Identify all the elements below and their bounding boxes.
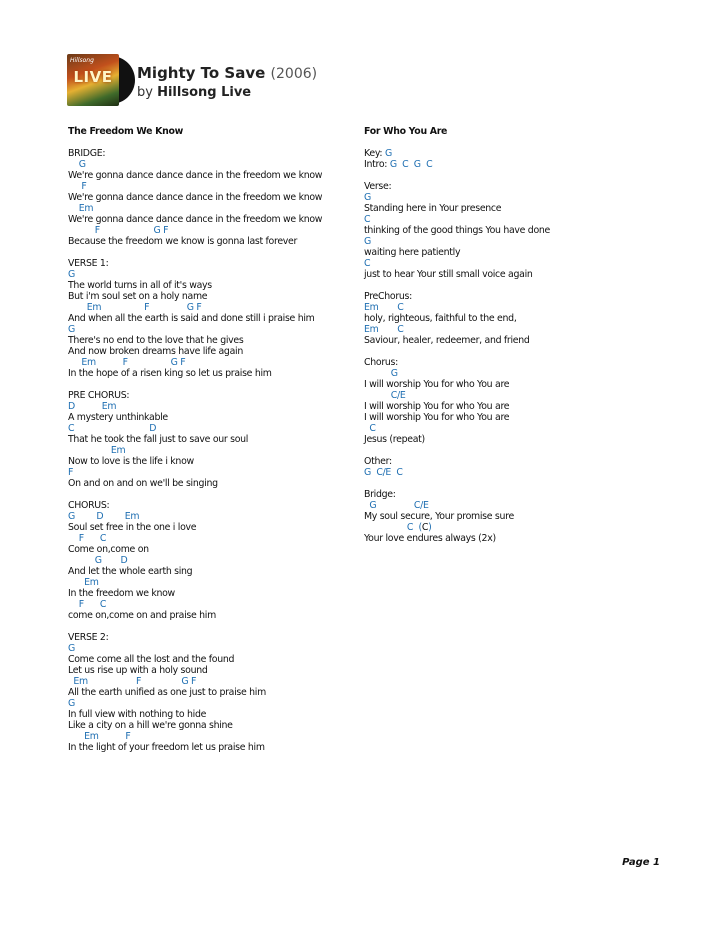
- right-lyrics: [364, 148, 664, 544]
- song-title: [137, 64, 317, 82]
- chord-line: D Em: [68, 401, 117, 412]
- chord-line: F: [68, 467, 74, 478]
- chord-line: F G F: [68, 225, 169, 236]
- chord-line: G: [68, 698, 75, 709]
- chord-line: Em F G F: [68, 302, 202, 313]
- chord-line: Em C: [364, 324, 404, 335]
- chord-line: G: [364, 236, 371, 247]
- lyric-line: CHORUS:: [68, 500, 110, 511]
- lyric-line: All the earth unified as one just to praise him: [68, 687, 266, 698]
- lyric-line: Your love endures always (2x): [364, 533, 496, 544]
- album-brand: Hillsong: [70, 57, 94, 64]
- lyric-line: [364, 522, 664, 533]
- section-gap: [68, 379, 353, 390]
- chord-line: G: [68, 643, 75, 654]
- section-gap: [68, 247, 353, 258]
- lyric-line: Saviour, healer, redeemer, and friend: [364, 335, 530, 346]
- lyric-line: In the light of your freedom let us praise him: [68, 742, 265, 753]
- album-cover: [67, 54, 119, 106]
- chord-line: Em: [68, 445, 126, 456]
- chord-line: Em: [68, 577, 99, 588]
- lyric-line: I will worship You for who You are: [364, 412, 510, 423]
- chord-line: C: [364, 214, 371, 225]
- page-number: Page 1: [622, 857, 660, 868]
- lyric-text: Key:: [364, 148, 385, 159]
- chord-line: G: [364, 192, 371, 203]
- chord-line: Em: [68, 203, 94, 214]
- lyric-line: Now to love is the life i know: [68, 456, 194, 467]
- chord-line: G D Em: [68, 511, 140, 522]
- lyric-line: holy, righteous, faithful to the end,: [364, 313, 517, 324]
- chord-line: C D: [68, 423, 157, 434]
- lyric-line: Bridge:: [364, 489, 396, 500]
- section-gap: [364, 478, 664, 489]
- chord-line: G C/E: [364, 500, 429, 511]
- section-gap: [364, 445, 664, 456]
- song-artist-line: [137, 85, 251, 100]
- lyric-line: BRIDGE:: [68, 148, 106, 159]
- song-year: (2006): [270, 66, 318, 82]
- lyric-line: PRE CHORUS:: [68, 390, 130, 401]
- chord-text: C (: [364, 522, 422, 533]
- chord-line: F C: [68, 599, 107, 610]
- lyric-line: We're gonna dance dance dance in the freedom we know: [68, 214, 323, 225]
- chord-line: C: [364, 258, 371, 269]
- lyric-line: In the hope of a risen king so let us praise him: [68, 368, 272, 379]
- lyric-line: We're gonna dance dance dance in the freedom we know: [68, 192, 323, 203]
- chord-line: G D: [68, 555, 128, 566]
- lyric-line: But i'm soul set on a holy name: [68, 291, 208, 302]
- chord-line: F C: [68, 533, 107, 544]
- lyric-line: Come on,come on: [68, 544, 149, 555]
- chord-line: Em F: [68, 731, 131, 742]
- section-gap: [364, 280, 664, 291]
- lyric-line: I will worship You for who You are: [364, 401, 510, 412]
- lyric-line: thinking of the good things You have done: [364, 225, 551, 236]
- lyric-line: Let us rise up with a holy sound: [68, 665, 208, 676]
- right-song-title: For Who You Are: [364, 126, 448, 137]
- chord-line: G: [68, 159, 86, 170]
- chord-line: G: [68, 324, 75, 335]
- lyric-line: I will worship You for who You are: [364, 379, 510, 390]
- lyric-line: We're gonna dance dance dance in the freedom we know: [68, 170, 323, 181]
- song-title-text: Mighty To Save: [137, 64, 266, 82]
- left-song-title: The Freedom We Know: [68, 126, 183, 137]
- lyric-line: Verse:: [364, 181, 392, 192]
- album-cover-word: LIVE: [73, 68, 113, 86]
- section-gap: [364, 170, 664, 181]
- chord-text: ): [428, 522, 432, 533]
- section-gap: [68, 489, 353, 500]
- lyric-line: just to hear Your still small voice again: [364, 269, 533, 280]
- chord-line: G: [364, 368, 398, 379]
- section-gap: [364, 346, 664, 357]
- lyric-line: In full view with nothing to hide: [68, 709, 207, 720]
- chord-line: C/E: [364, 390, 406, 401]
- lyric-line: [364, 148, 664, 159]
- chord-line: G C/E C: [364, 467, 403, 478]
- chord-line: Em F G F: [68, 357, 186, 368]
- lyric-line: PreChorus:: [364, 291, 412, 302]
- left-column: [68, 126, 353, 753]
- lyric-line: Standing here in Your presence: [364, 203, 502, 214]
- lyric-line: On and on and on we'll be singing: [68, 478, 218, 489]
- lyric-line: Jesus (repeat): [364, 434, 425, 445]
- lyric-line: Soul set free in the one i love: [68, 522, 197, 533]
- left-lyrics: [68, 148, 353, 753]
- lyric-line: And now broken dreams have life again: [68, 346, 243, 357]
- lyric-text: C: [421, 522, 429, 533]
- lyric-text: Intro:: [364, 159, 390, 170]
- lyric-line: The world turns in all of it's ways: [68, 280, 212, 291]
- chord-text: G: [384, 148, 392, 159]
- lyric-line: [364, 159, 664, 170]
- lyric-line: Come come all the lost and the found: [68, 654, 235, 665]
- chord-line: Em C: [364, 302, 404, 313]
- chord-text: G C G C: [389, 159, 433, 170]
- lyric-line: My soul secure, Your promise sure: [364, 511, 514, 522]
- lyric-line: Chorus:: [364, 357, 398, 368]
- lyric-line: And when all the earth is said and done still i praise him: [68, 313, 315, 324]
- lyric-line: And let the whole earth sing: [68, 566, 193, 577]
- artist-name: Hillsong Live: [157, 85, 252, 100]
- section-gap: [68, 621, 353, 632]
- chord-line: Em F G F: [68, 676, 197, 687]
- lyric-line: Because the freedom we know is gonna last forever: [68, 236, 298, 247]
- by-prefix: by: [137, 85, 153, 100]
- lyric-line: VERSE 1:: [68, 258, 109, 269]
- lyric-line: That he took the fall just to save our soul: [68, 434, 249, 445]
- chord-line: F: [68, 181, 87, 192]
- lyric-line: A mystery unthinkable: [68, 412, 168, 423]
- lyric-line: waiting here patiently: [364, 247, 461, 258]
- lyric-line: VERSE 2:: [68, 632, 109, 643]
- lyric-line: Other:: [364, 456, 392, 467]
- chord-line: G: [68, 269, 75, 280]
- right-column: [364, 126, 664, 544]
- lyric-line: There's no end to the love that he gives: [68, 335, 244, 346]
- lyric-line: come on,come on and praise him: [68, 610, 216, 621]
- lyric-line: Like a city on a hill we're gonna shine: [68, 720, 233, 731]
- chord-line: C: [364, 423, 376, 434]
- lyric-line: In the freedom we know: [68, 588, 175, 599]
